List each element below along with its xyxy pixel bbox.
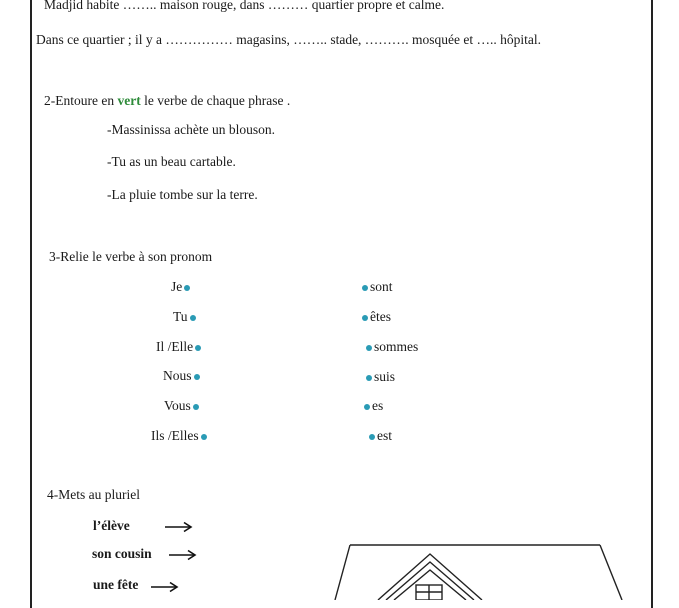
right-arrow-icon xyxy=(164,521,194,533)
verb-etes xyxy=(360,309,391,325)
sentence-2: -Tu as un beau cartable. xyxy=(107,154,236,169)
connector-dot[interactable] xyxy=(362,285,368,291)
pronoun-nous xyxy=(163,368,202,384)
connector-dot[interactable] xyxy=(366,345,372,351)
verb-label: es xyxy=(372,398,384,413)
page-border xyxy=(30,0,653,608)
sentence-3: -La pluie tombe sur la terre. xyxy=(107,187,258,202)
verb-es xyxy=(362,398,383,414)
pronoun-tu xyxy=(173,309,198,325)
fill-in-sentence-2: Dans ce quartier ; il y a …………… magasins, …….. stade, ………. mosquée et ….. hôpital. xyxy=(36,32,542,47)
verb-est xyxy=(367,428,392,444)
verb-sont xyxy=(360,279,393,295)
pronoun-label: Vous xyxy=(164,398,191,413)
exercise-2-title xyxy=(44,93,290,109)
word-une-fete: une fête xyxy=(93,577,139,592)
verb-label: êtes xyxy=(370,309,391,324)
pronoun-il-elle xyxy=(156,339,203,355)
pronoun-label: Ils /Elles xyxy=(151,428,199,443)
pronoun-label: Je xyxy=(171,279,183,294)
connector-dot[interactable] xyxy=(194,374,200,380)
verb-label: est xyxy=(377,428,392,443)
verb-sommes xyxy=(364,339,418,355)
connector-dot[interactable] xyxy=(195,345,201,351)
connector-dot[interactable] xyxy=(190,315,196,321)
verb-suis xyxy=(364,369,395,385)
verb-label: sont xyxy=(370,279,393,294)
pronoun-ils-elles xyxy=(151,428,209,444)
sentence-1: -Massinissa achète un blouson. xyxy=(107,122,275,137)
pronoun-label: Nous xyxy=(163,368,192,383)
pronoun-label: Il /Elle xyxy=(156,339,194,354)
exercise-3-title: 3-Relie le verbe à son pronom xyxy=(49,249,213,264)
pronoun-label: Tu xyxy=(173,309,188,324)
verb-label: suis xyxy=(374,369,396,384)
connector-dot[interactable] xyxy=(184,285,190,291)
connector-dot[interactable] xyxy=(369,434,375,440)
verb-label: sommes xyxy=(374,339,419,354)
connector-dot[interactable] xyxy=(201,434,207,440)
exercise-2-title-start: 2-Entoure en xyxy=(44,93,118,108)
exercise-4-title: 4-Mets au pluriel xyxy=(47,487,140,502)
exercise-2-title-green-word: vert xyxy=(117,93,141,108)
word-son-cousin: son cousin xyxy=(92,546,152,561)
pronoun-je xyxy=(171,279,192,295)
connector-dot[interactable] xyxy=(364,404,370,410)
pronoun-vous xyxy=(164,398,201,414)
right-arrow-icon xyxy=(150,581,180,593)
connector-dot[interactable] xyxy=(366,375,372,381)
exercise-2-title-end: le verbe de chaque phrase . xyxy=(140,93,291,108)
fill-in-sentence-1: Madjid habite …….. maison rouge, dans ……… quartier propre et calme. xyxy=(44,0,445,12)
word-leleve: l’élève xyxy=(93,518,130,533)
right-arrow-icon xyxy=(168,549,198,561)
connector-dot[interactable] xyxy=(362,315,368,321)
house-illustration xyxy=(330,540,630,600)
connector-dot[interactable] xyxy=(193,404,199,410)
